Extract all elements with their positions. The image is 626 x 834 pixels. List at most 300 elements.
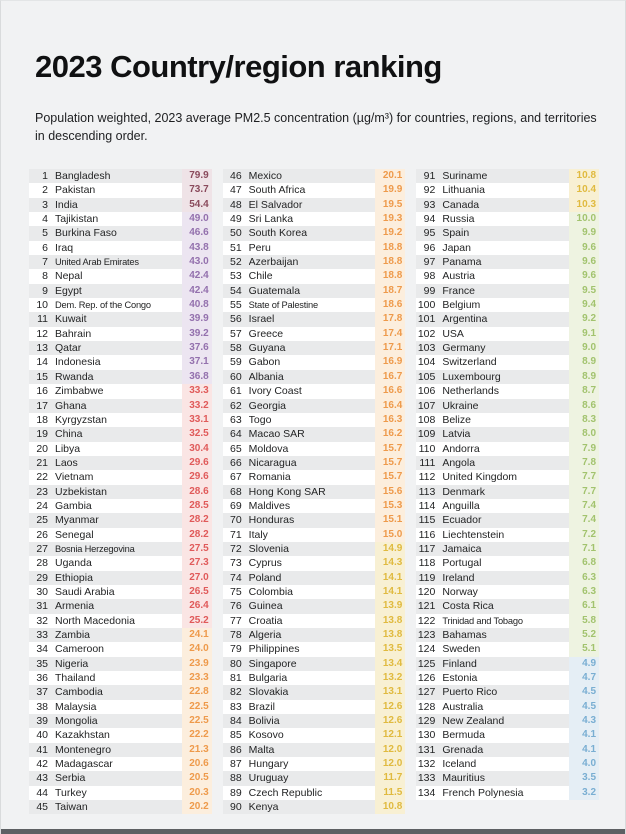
rank-number: 119: [418, 571, 436, 584]
country-name: Argentina: [442, 313, 488, 326]
rank-number: 105: [417, 370, 436, 383]
ranking-column-2: [223, 169, 406, 815]
country-name: Spain: [442, 227, 470, 240]
rank-number: 13: [36, 342, 48, 355]
pm25-value: 4.9: [569, 657, 599, 671]
country-name: Laos: [55, 456, 78, 469]
ranking-row: [223, 183, 406, 197]
pm25-value: 9.5: [569, 284, 599, 298]
pm25-value: 33.2: [182, 399, 212, 413]
rank-number: 28: [36, 557, 48, 570]
rank-number: 16: [36, 385, 48, 398]
rank-number: 62: [229, 399, 242, 412]
pm25-value: 22.5: [182, 714, 212, 728]
rank-number: 44: [36, 786, 48, 799]
ranking-row: [416, 728, 599, 742]
ranking-row: [29, 585, 212, 599]
ranking-row: [29, 470, 212, 484]
ranking-row: [416, 456, 599, 470]
country-name: Georgia: [248, 399, 287, 412]
rank-number: 54: [229, 284, 242, 297]
rank-number: 116: [418, 528, 436, 541]
pm25-value: 19.2: [375, 226, 405, 240]
country-name: Ukraine: [442, 399, 479, 412]
rank-number: 90: [229, 801, 242, 814]
country-name: Albania: [248, 370, 284, 383]
country-name: Senegal: [55, 528, 94, 541]
ranking-row: [223, 743, 406, 757]
country-name: Slovakia: [248, 686, 289, 699]
rank-number: 30: [36, 585, 48, 598]
rank-number: 130: [417, 729, 436, 742]
country-name: Ghana: [55, 399, 87, 412]
rank-number: 34: [36, 643, 48, 656]
ranking-row: [29, 528, 212, 542]
country-name: Armenia: [55, 600, 95, 613]
country-name: Andorra: [442, 442, 480, 455]
ranking-row: [29, 212, 212, 226]
rank-number: 77: [229, 614, 242, 627]
ranking-row: [29, 370, 212, 384]
pm25-value: 36.8: [182, 370, 212, 384]
country-name: Norway: [442, 585, 478, 598]
ranking-row: [416, 614, 599, 628]
country-name: Croatia: [248, 614, 283, 627]
ranking-row: [29, 685, 212, 699]
pm25-value: 27.0: [182, 571, 212, 585]
pm25-value: 9.4: [569, 298, 599, 312]
rank-number: 27: [36, 542, 48, 555]
country-name: Taiwan: [55, 801, 88, 814]
pm25-value: 20.6: [182, 757, 212, 771]
country-name: Tajikistan: [55, 213, 99, 226]
ranking-row: [29, 743, 212, 757]
country-name: Jamaica: [442, 542, 482, 555]
pm25-value: 13.8: [375, 628, 405, 642]
rank-number: 61: [229, 385, 242, 398]
ranking-row: [223, 485, 406, 499]
ranking-row: [416, 642, 599, 656]
country-name: Zambia: [55, 629, 91, 641]
rank-number: 63: [229, 413, 242, 426]
country-name: Moldova: [248, 442, 289, 455]
country-name: South Korea: [248, 227, 308, 240]
country-name: Guyana: [248, 342, 286, 355]
pm25-value: 5.1: [569, 642, 599, 656]
pm25-value: 17.8: [375, 312, 405, 326]
rank-number: 121: [417, 600, 436, 613]
pm25-value: 39.9: [182, 312, 212, 326]
pm25-value: 10.0: [569, 212, 599, 226]
pm25-value: 4.0: [569, 757, 599, 771]
pm25-value: 32.5: [182, 427, 212, 441]
country-name: Pakistan: [55, 184, 96, 197]
country-name: Mauritius: [442, 772, 485, 785]
ranking-row: [416, 585, 599, 599]
rank-number: 133: [417, 772, 436, 785]
ranking-row: [416, 628, 599, 642]
country-name: Cambodia: [55, 686, 103, 699]
pm25-value: 18.8: [375, 241, 405, 255]
pm25-value: 14.9: [375, 542, 405, 556]
rank-number: 70: [229, 514, 242, 527]
ranking-row: [223, 241, 406, 255]
ranking-row: [223, 556, 406, 570]
bottom-bar: [1, 829, 625, 834]
rank-number: 80: [229, 657, 242, 670]
rank-number: 6: [42, 241, 48, 254]
pm25-value: 20.5: [182, 771, 212, 785]
country-name: India: [55, 198, 78, 211]
ranking-row: [223, 399, 406, 413]
country-name: Romania: [248, 471, 291, 484]
pm25-value: 19.3: [375, 212, 405, 226]
ranking-column-3: [416, 169, 599, 815]
ranking-row: [416, 255, 599, 269]
country-name: Israel: [248, 313, 275, 326]
pm25-value: 43.8: [182, 241, 212, 255]
ranking-row: [416, 370, 599, 384]
pm25-value: 30.4: [182, 442, 212, 456]
ranking-column-1: [29, 169, 212, 815]
country-name: Guinea: [248, 600, 283, 613]
country-name: Rwanda: [55, 370, 94, 383]
country-name: Finland: [442, 657, 477, 670]
pm25-value: 10.3: [569, 198, 599, 212]
country-name: Togo: [248, 413, 272, 426]
rank-number: 66: [229, 456, 242, 469]
rank-number: 25: [36, 514, 48, 527]
rank-number: 134: [417, 786, 436, 799]
country-name: New Zealand: [442, 715, 505, 728]
rank-number: 15: [36, 370, 48, 383]
pm25-value: 29.6: [182, 470, 212, 484]
country-name: Sweden: [442, 643, 481, 656]
country-name: Italy: [248, 528, 268, 541]
ranking-row: [29, 628, 212, 642]
ranking-row: [416, 671, 599, 685]
ranking-row: [223, 786, 406, 800]
rank-number: 127: [417, 686, 436, 699]
rank-number: 20: [36, 442, 48, 455]
ranking-row: [29, 169, 212, 183]
ranking-row: [223, 198, 406, 212]
country-name: French Polynesia: [442, 786, 524, 799]
rank-number: 109: [417, 428, 436, 441]
country-name: Bosnia Herzegovina: [55, 543, 135, 554]
ranking-row: [223, 642, 406, 656]
pm25-value: 37.1: [182, 355, 212, 369]
pm25-value: 7.9: [569, 442, 599, 456]
country-name: Libya: [55, 442, 81, 455]
rank-number: 26: [36, 528, 48, 541]
ranking-row: [223, 800, 406, 814]
pm25-value: 20.3: [182, 786, 212, 800]
ranking-row: [223, 456, 406, 470]
pm25-value: 73.7: [182, 183, 212, 197]
pm25-value: 4.5: [569, 700, 599, 714]
country-name: Bahamas: [442, 629, 487, 641]
pm25-value: 11.5: [375, 786, 405, 800]
ranking-row: [223, 728, 406, 742]
pm25-value: 12.0: [375, 757, 405, 771]
pm25-value: 46.6: [182, 226, 212, 240]
pm25-value: 18.7: [375, 284, 405, 298]
country-name: Switzerland: [442, 356, 497, 369]
pm25-value: 22.8: [182, 685, 212, 699]
pm25-value: 15.7: [375, 456, 405, 470]
pm25-value: 7.4: [569, 513, 599, 527]
country-name: Liechtenstein: [442, 528, 505, 541]
pm25-value: 49.0: [182, 212, 212, 226]
country-name: Mexico: [248, 170, 282, 182]
pm25-value: 13.8: [375, 614, 405, 628]
country-name: Kuwait: [55, 313, 87, 326]
country-name: Maldives: [248, 499, 291, 512]
ranking-row: [223, 284, 406, 298]
rank-number: 35: [36, 657, 48, 670]
pm25-value: 9.9: [569, 226, 599, 240]
pm25-value: 24.1: [182, 628, 212, 642]
ranking-row: [29, 542, 212, 556]
rank-number: 79: [229, 643, 242, 656]
ranking-row: [223, 269, 406, 283]
rank-number: 7: [42, 256, 48, 269]
ranking-row: [416, 427, 599, 441]
ranking-row: [223, 714, 406, 728]
country-name: China: [55, 428, 83, 441]
rank-number: 22: [36, 471, 48, 484]
ranking-row: [223, 427, 406, 441]
rank-number: 112: [418, 471, 436, 484]
pm25-value: 10.4: [569, 183, 599, 197]
country-name: Costa Rica: [442, 600, 494, 613]
pm25-value: 8.6: [569, 399, 599, 413]
ranking-row: [223, 628, 406, 642]
country-name: Colombia: [248, 585, 294, 598]
rank-number: 45: [36, 801, 48, 814]
ranking-row: [223, 700, 406, 714]
pm25-value: 33.1: [182, 413, 212, 427]
rank-number: 69: [229, 499, 242, 512]
pm25-value: 18.8: [375, 269, 405, 283]
country-name: Latvia: [442, 428, 471, 441]
ranking-row: [223, 226, 406, 240]
ranking-row: [416, 183, 599, 197]
pm25-value: 26.4: [182, 599, 212, 613]
rank-number: 113: [418, 485, 436, 498]
ranking-row: [416, 556, 599, 570]
country-name: Japan: [442, 241, 471, 254]
ranking-row: [416, 212, 599, 226]
ranking-row: [416, 399, 599, 413]
pm25-value: 39.2: [182, 327, 212, 341]
country-name: Germany: [442, 342, 486, 355]
ranking-row: [223, 413, 406, 427]
ranking-row: [223, 513, 406, 527]
rank-number: 56: [229, 313, 242, 326]
ranking-row: [416, 513, 599, 527]
pm25-value: 7.8: [569, 456, 599, 470]
country-name: Guatemala: [248, 284, 301, 297]
ranking-row: [29, 757, 212, 771]
pm25-value: 12.0: [375, 743, 405, 757]
rank-number: 23: [36, 485, 48, 498]
country-name: Macao SAR: [248, 428, 305, 441]
ranking-row: [29, 183, 212, 197]
ranking-row: [29, 255, 212, 269]
country-name: Australia: [442, 700, 484, 713]
rank-number: 11: [37, 313, 48, 326]
pm25-value: 42.4: [182, 284, 212, 298]
pm25-value: 9.0: [569, 341, 599, 355]
ranking-row: [416, 226, 599, 240]
ranking-row: [416, 700, 599, 714]
pm25-value: 7.7: [569, 470, 599, 484]
ranking-row: [223, 499, 406, 513]
country-name: Belize: [442, 413, 471, 426]
country-name: Canada: [442, 198, 480, 211]
pm25-value: 16.4: [375, 399, 405, 413]
ranking-row: [29, 355, 212, 369]
country-name: Netherlands: [442, 385, 499, 398]
pm25-value: 3.2: [569, 786, 599, 800]
ranking-row: [416, 384, 599, 398]
country-name: Anguilla: [442, 499, 480, 512]
pm25-value: 4.1: [569, 728, 599, 742]
rank-number: 40: [36, 729, 48, 742]
ranking-row: [223, 585, 406, 599]
pm25-value: 6.8: [569, 556, 599, 570]
country-name: Uganda: [55, 557, 92, 570]
pm25-value: 54.4: [182, 198, 212, 212]
country-name: Saudi Arabia: [55, 585, 115, 598]
rank-number: 14: [36, 356, 48, 369]
rank-number: 89: [229, 786, 242, 799]
rank-number: 129: [417, 715, 436, 728]
rank-number: 131: [417, 743, 436, 756]
rank-number: 82: [229, 686, 242, 699]
rank-number: 58: [229, 342, 242, 355]
pm25-value: 13.1: [375, 685, 405, 699]
country-name: USA: [442, 327, 464, 340]
ranking-row: [223, 384, 406, 398]
ranking-row: [223, 327, 406, 341]
country-name: Indonesia: [55, 356, 101, 369]
rank-number: 75: [229, 585, 242, 598]
pm25-value: 40.8: [182, 298, 212, 312]
country-name: Bahrain: [55, 327, 92, 340]
rank-number: 104: [417, 356, 436, 369]
pm25-value: 7.4: [569, 499, 599, 513]
ranking-row: [29, 427, 212, 441]
country-name: Panama: [442, 256, 482, 269]
country-name: Kazakhstan: [55, 729, 110, 742]
rank-number: 86: [229, 743, 242, 756]
rank-number: 95: [423, 227, 436, 240]
country-name: Angola: [442, 456, 476, 469]
country-name: United Arab Emirates: [55, 257, 139, 268]
country-name: Vietnam: [55, 471, 94, 484]
pm25-value: 28.5: [182, 499, 212, 513]
ranking-row: [223, 212, 406, 226]
rank-number: 36: [36, 672, 48, 685]
rank-number: 21: [36, 456, 48, 469]
rank-number: 122: [417, 614, 436, 627]
ranking-row: [29, 614, 212, 628]
country-name: Gambia: [55, 499, 92, 512]
rank-number: 24: [36, 499, 48, 512]
ranking-row: [29, 657, 212, 671]
country-name: Luxembourg: [442, 370, 501, 383]
country-name: Honduras: [248, 514, 295, 527]
pm25-value: 24.0: [182, 642, 212, 656]
pm25-value: 13.2: [375, 671, 405, 685]
pm25-value: 10.8: [375, 800, 405, 814]
rank-number: 73: [229, 557, 242, 570]
country-name: Myanmar: [55, 514, 99, 527]
pm25-value: 27.5: [182, 542, 212, 556]
pm25-value: 14.3: [375, 556, 405, 570]
country-name: Sri Lanka: [248, 213, 294, 226]
rank-number: 88: [229, 772, 242, 785]
pm25-value: 12.1: [375, 728, 405, 742]
ranking-row: [416, 499, 599, 513]
rank-number: 4: [42, 213, 48, 226]
pm25-value: 4.1: [569, 743, 599, 757]
pm25-value: 7.2: [569, 528, 599, 542]
pm25-value: 4.3: [569, 714, 599, 728]
country-name: Hungary: [248, 758, 289, 771]
ranking-row: [29, 728, 212, 742]
ranking-row: [29, 413, 212, 427]
country-name: Dem. Rep. of the Congo: [55, 300, 151, 311]
pm25-value: 13.4: [375, 657, 405, 671]
pm25-value: 15.6: [375, 485, 405, 499]
country-name: Bermuda: [442, 729, 485, 742]
pm25-value: 28.2: [182, 528, 212, 542]
ranking-row: [29, 485, 212, 499]
rank-number: 81: [229, 672, 242, 685]
ranking-row: [223, 599, 406, 613]
ranking-row: [29, 642, 212, 656]
ranking-row: [223, 671, 406, 685]
rank-number: 115: [418, 514, 436, 527]
rank-number: 3: [42, 198, 48, 211]
rank-number: 47: [229, 184, 242, 197]
pm25-value: 10.8: [569, 169, 599, 183]
ranking-row: [29, 513, 212, 527]
country-name: Nepal: [55, 270, 83, 283]
rank-number: 67: [229, 471, 242, 484]
country-name: Burkina Faso: [55, 227, 117, 240]
rank-number: 91: [423, 170, 436, 182]
country-name: Bolivia: [248, 715, 280, 728]
country-name: Puerto Rico: [442, 686, 498, 699]
ranking-row: [223, 341, 406, 355]
rank-number: 120: [417, 585, 436, 598]
ranking-row: [223, 528, 406, 542]
pm25-value: 29.6: [182, 456, 212, 470]
ranking-row: [29, 771, 212, 785]
pm25-value: 16.2: [375, 427, 405, 441]
ranking-row: [416, 198, 599, 212]
country-name: Kyrgyzstan: [55, 413, 107, 426]
rank-number: 71: [229, 528, 242, 541]
rank-number: 92: [423, 184, 436, 197]
country-name: North Macedonia: [55, 614, 135, 627]
country-name: United Kingdom: [442, 471, 518, 484]
